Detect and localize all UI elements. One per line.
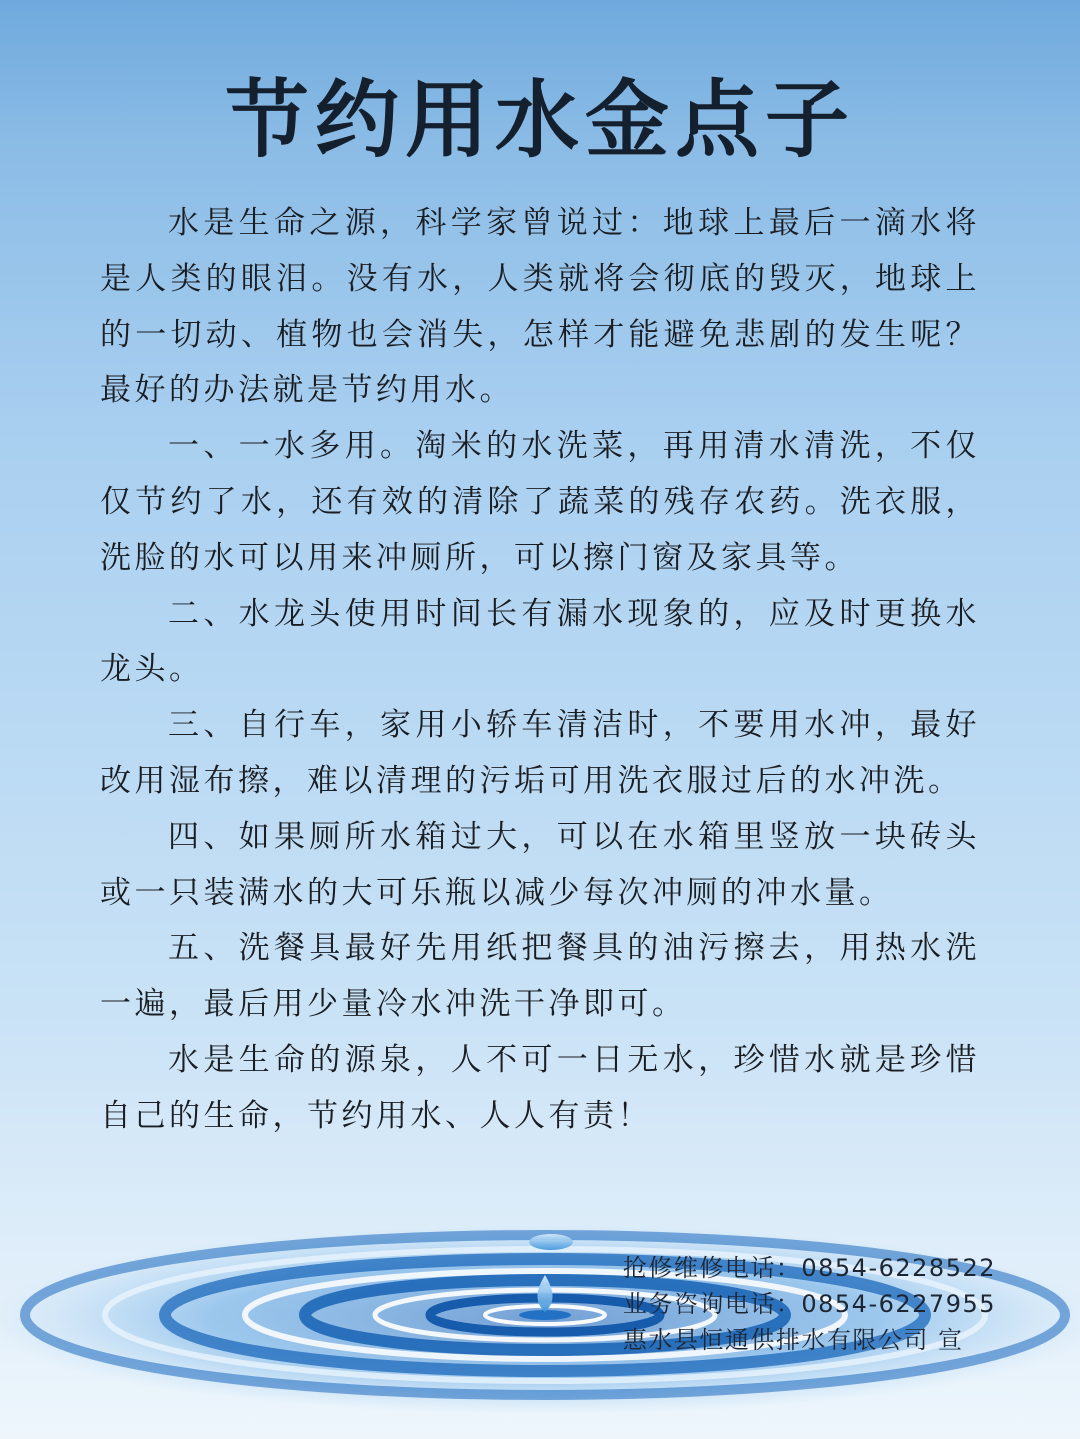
footer-contact bbox=[623, 1250, 996, 1358]
paragraph-tip-5: 五、洗餐具最好先用纸把餐具的油污擦去，用热水洗一遍，最后用少量冷水冲洗干净即可。 bbox=[100, 930, 980, 1023]
article-body bbox=[100, 196, 980, 1145]
company-name: 惠水县恒通供排水有限公司 宣 bbox=[622, 1326, 964, 1354]
paragraph-tip-1: 一、一水多用。淘米的水洗菜，再用清水清洗，不仅仅节约了水，还有效的清除了蔬菜的残存农药。洗衣服，洗脸的水可以用来冲厕所，可以擦门窗及家具等。 bbox=[100, 428, 980, 576]
paragraph-tip-4: 四、如果厕所水箱过大，可以在水箱里竖放一块砖头或一只装满水的大可乐瓶以减少每次冲厕的冲水量。 bbox=[100, 818, 980, 911]
repair-phone: 抢修维修电话：0854-6228522 bbox=[622, 1254, 996, 1282]
page-title: 节约用水金点子 bbox=[224, 71, 855, 169]
business-phone: 业务咨询电话：0854-6227955 bbox=[622, 1290, 996, 1318]
paragraph-tip-2: 二、水龙头使用时间长有漏水现象的，应及时更换水龙头。 bbox=[100, 595, 980, 688]
paragraph-intro: 水是生命之源，科学家曾说过：地球上最后一滴水将是人类的眼泪。没有水，人类就将会彻底的毁灭，地球上的一切动、植物也会消失，怎样才能避免悲剧的发生呢？最好的办法就是节约用水。 bbox=[100, 205, 980, 409]
paragraph-tip-3: 三、自行车，家用小轿车清洁时，不要用水冲，最好改用湿布擦，难以清理的污垢可用洗衣服过后的水冲洗。 bbox=[100, 707, 980, 799]
paragraph-conclusion: 水是生命的源泉，人不可一日无水，珍惜水就是珍惜自己的生命，节约用水、人人有责！ bbox=[100, 1041, 980, 1134]
